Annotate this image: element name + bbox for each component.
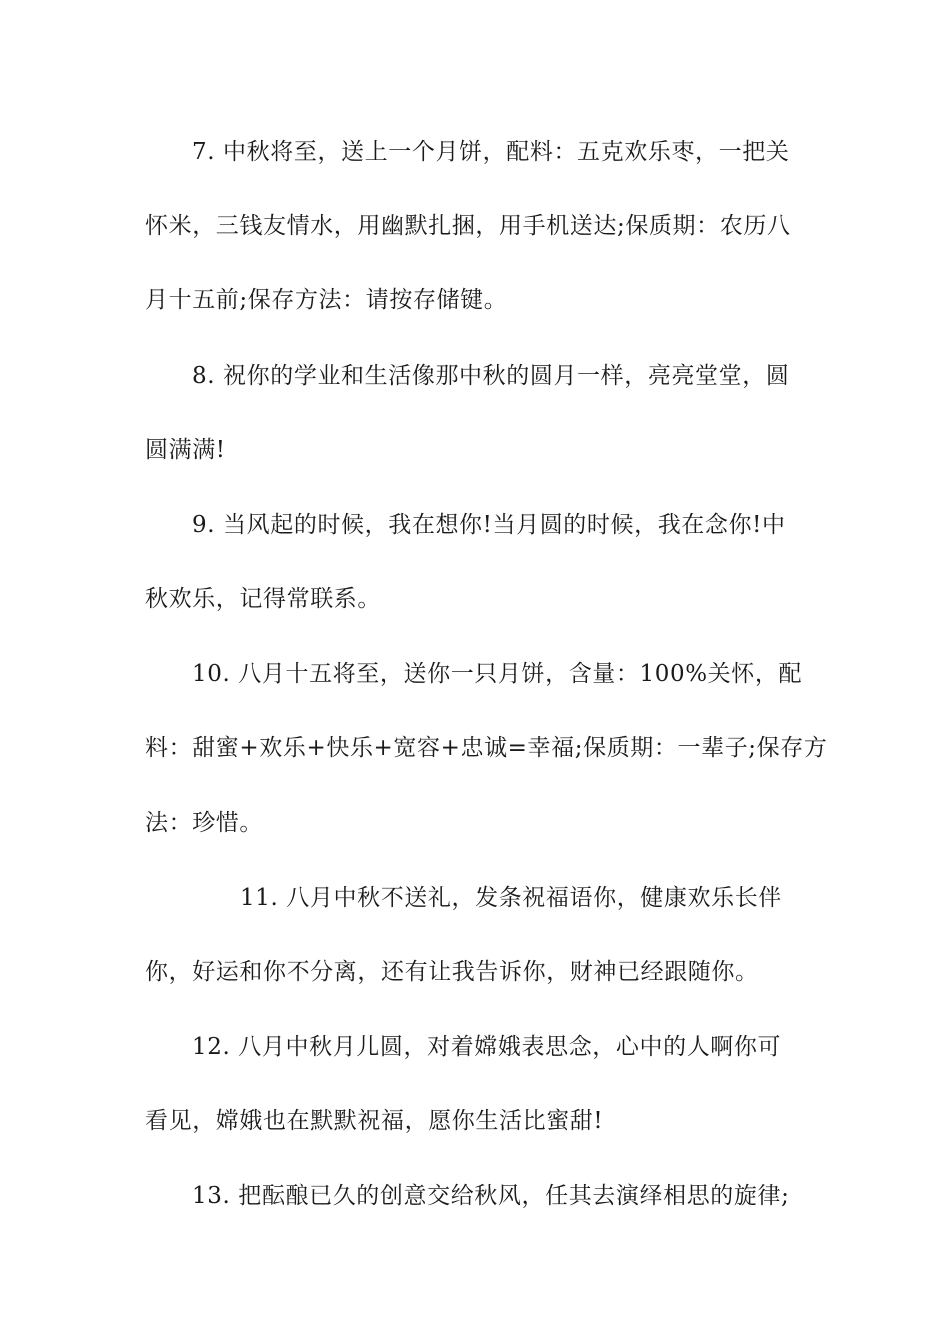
paragraph-7-line-1: 7. 中秋将至，送上一个月饼，配料：五克欢乐枣，一把关 <box>192 139 790 165</box>
paragraph-10-line-3: 法：珍惜。 <box>145 810 263 836</box>
paragraph-12-line-2: 看见，嫦娥也在默默祝福，愿你生活比蜜甜! <box>145 1108 604 1134</box>
paragraph-10-line-1: 10. 八月十五将至，送你一只月饼，含量：100%关怀，配 <box>192 661 803 687</box>
paragraph-8-line-2: 圆满满! <box>145 437 226 463</box>
paragraph-12-line-1: 12. 八月中秋月儿圆，对着嫦娥表思念，心中的人啊你可 <box>192 1034 782 1060</box>
paragraph-13-line-1: 13. 把酝酿已久的创意交给秋风，任其去演绎相思的旋律; <box>192 1183 790 1209</box>
paragraph-10-line-2: 料：甜蜜+欢乐+快乐+宽容+忠诚=幸福;保质期：一辈子;保存方 <box>145 735 828 761</box>
paragraph-11-line-1: 11. 八月中秋不送礼，发条祝福语你，健康欢乐长伴 <box>240 885 782 911</box>
paragraph-11-line-2: 你，好运和你不分离，还有让我告诉你，财神已经跟随你。 <box>145 959 759 985</box>
paragraph-8-line-1: 8. 祝你的学业和生活像那中秋的圆月一样，亮亮堂堂，圆 <box>192 363 790 389</box>
paragraph-7-line-2: 怀米，三钱友情水，用幽默扎捆，用手机送达;保质期：农历八 <box>145 213 791 239</box>
paragraph-7-line-3: 月十五前;保存方法：请按存储键。 <box>145 287 508 313</box>
paragraph-9-line-1: 9. 当风起的时候，我在想你!当月圆的时候，我在念你!中 <box>192 512 786 538</box>
paragraph-9-line-2: 秋欢乐，记得常联系。 <box>145 586 381 612</box>
